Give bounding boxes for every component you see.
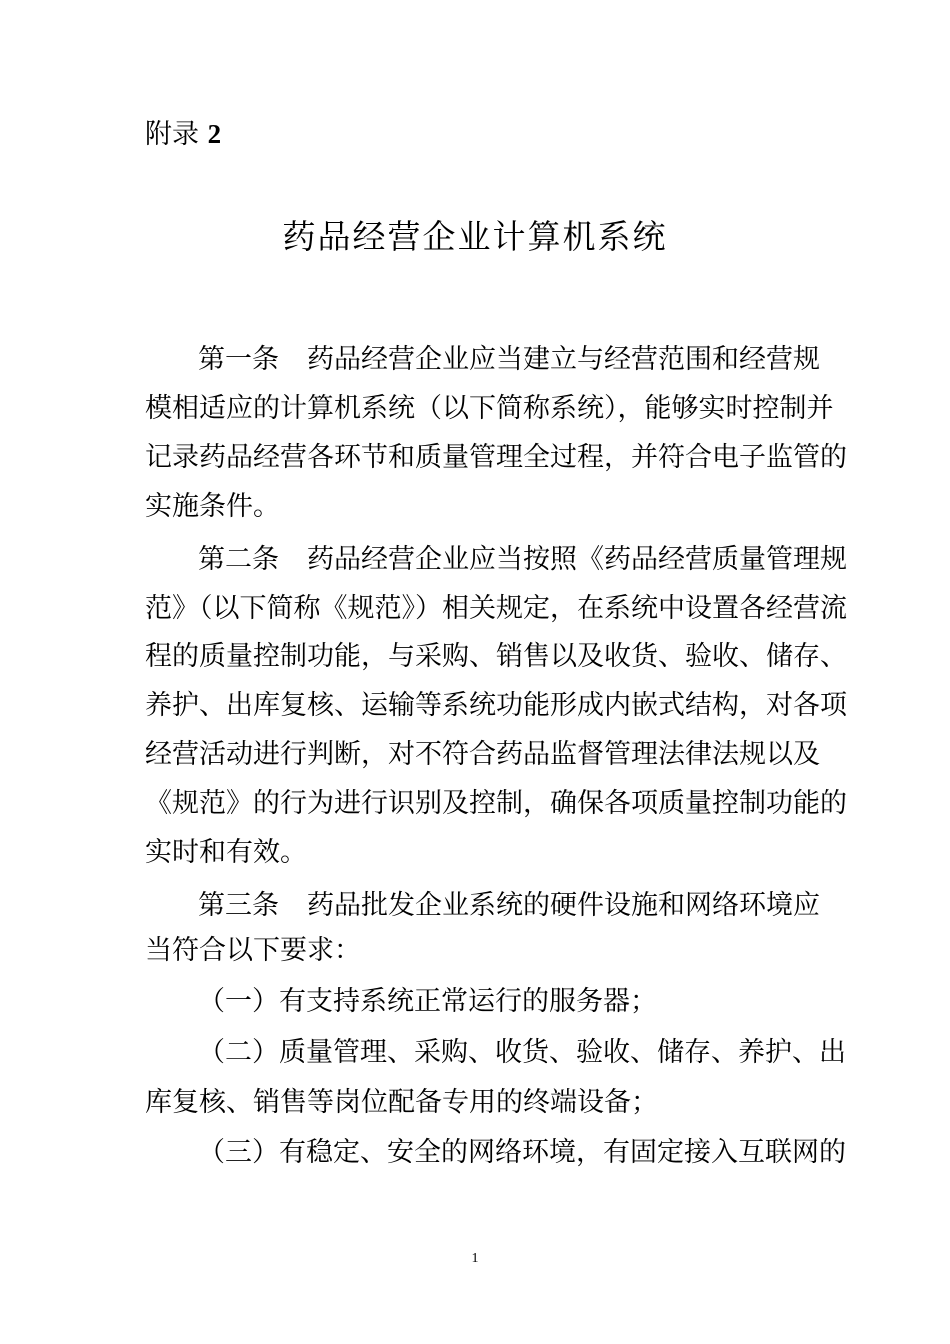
article-3-text-line-1: 药品批发企业系统的硬件设施和网络环境应 xyxy=(307,890,820,921)
article-1-label: 第一条 xyxy=(198,344,279,375)
article-2-text-line-3: 程的质量控制功能，与采购、销售以及收货、验收、储存、 xyxy=(145,641,847,672)
article-3-first-line xyxy=(198,886,820,926)
article-2-text-line-6: 《规范》的行为进行识别及控制，确保各项质量控制功能的 xyxy=(145,788,847,819)
article-2-label: 第二条 xyxy=(198,544,279,575)
article-1-first-line xyxy=(198,340,820,380)
article-2-first-line xyxy=(198,540,847,580)
article-3-label: 第三条 xyxy=(198,890,279,921)
article-1-text-line-1: 药品经营企业应当建立与经营范围和经营规 xyxy=(307,344,820,375)
article-1-text-line-2: 模相适应的计算机系统（以下简称系统），能够实时控制并 xyxy=(145,393,834,424)
article-2-text-line-5: 经营活动进行判断，对不符合药品监督管理法律法规以及 xyxy=(145,739,820,770)
document-title: 药品经营企业计算机系统 xyxy=(282,217,668,256)
item-2-line-2: 库复核、销售等岗位配备专用的终端设备； xyxy=(145,1087,658,1118)
appendix-number: 2 xyxy=(207,119,222,149)
item-3-line-1: （三）有稳定、安全的网络环境，有固定接入互联网的 xyxy=(198,1137,846,1168)
appendix-label xyxy=(145,116,221,153)
article-3-text-line-2: 当符合以下要求： xyxy=(145,935,361,966)
article-1-text-line-4: 实施条件。 xyxy=(145,491,280,522)
article-2-text-line-7: 实时和有效。 xyxy=(145,837,307,868)
item-2-line-1: （二）质量管理、采购、收货、验收、储存、养护、出 xyxy=(198,1037,846,1068)
item-1-line-1: （一）有支持系统正常运行的服务器； xyxy=(198,986,657,1017)
article-2-text-line-1: 药品经营企业应当按照《药品经营质量管理规 xyxy=(307,544,847,575)
article-2-text-line-2: 范》（以下简称《规范》）相关规定，在系统中设置各经营流 xyxy=(145,593,847,624)
appendix-prefix: 附录 xyxy=(145,119,199,150)
page-number: 1 xyxy=(471,1251,479,1266)
article-2-text-line-4: 养护、出库复核、运输等系统功能形成内嵌式结构，对各项 xyxy=(145,690,847,721)
article-1-text-line-3: 记录药品经营各环节和质量管理全过程，并符合电子监管的 xyxy=(145,442,847,473)
